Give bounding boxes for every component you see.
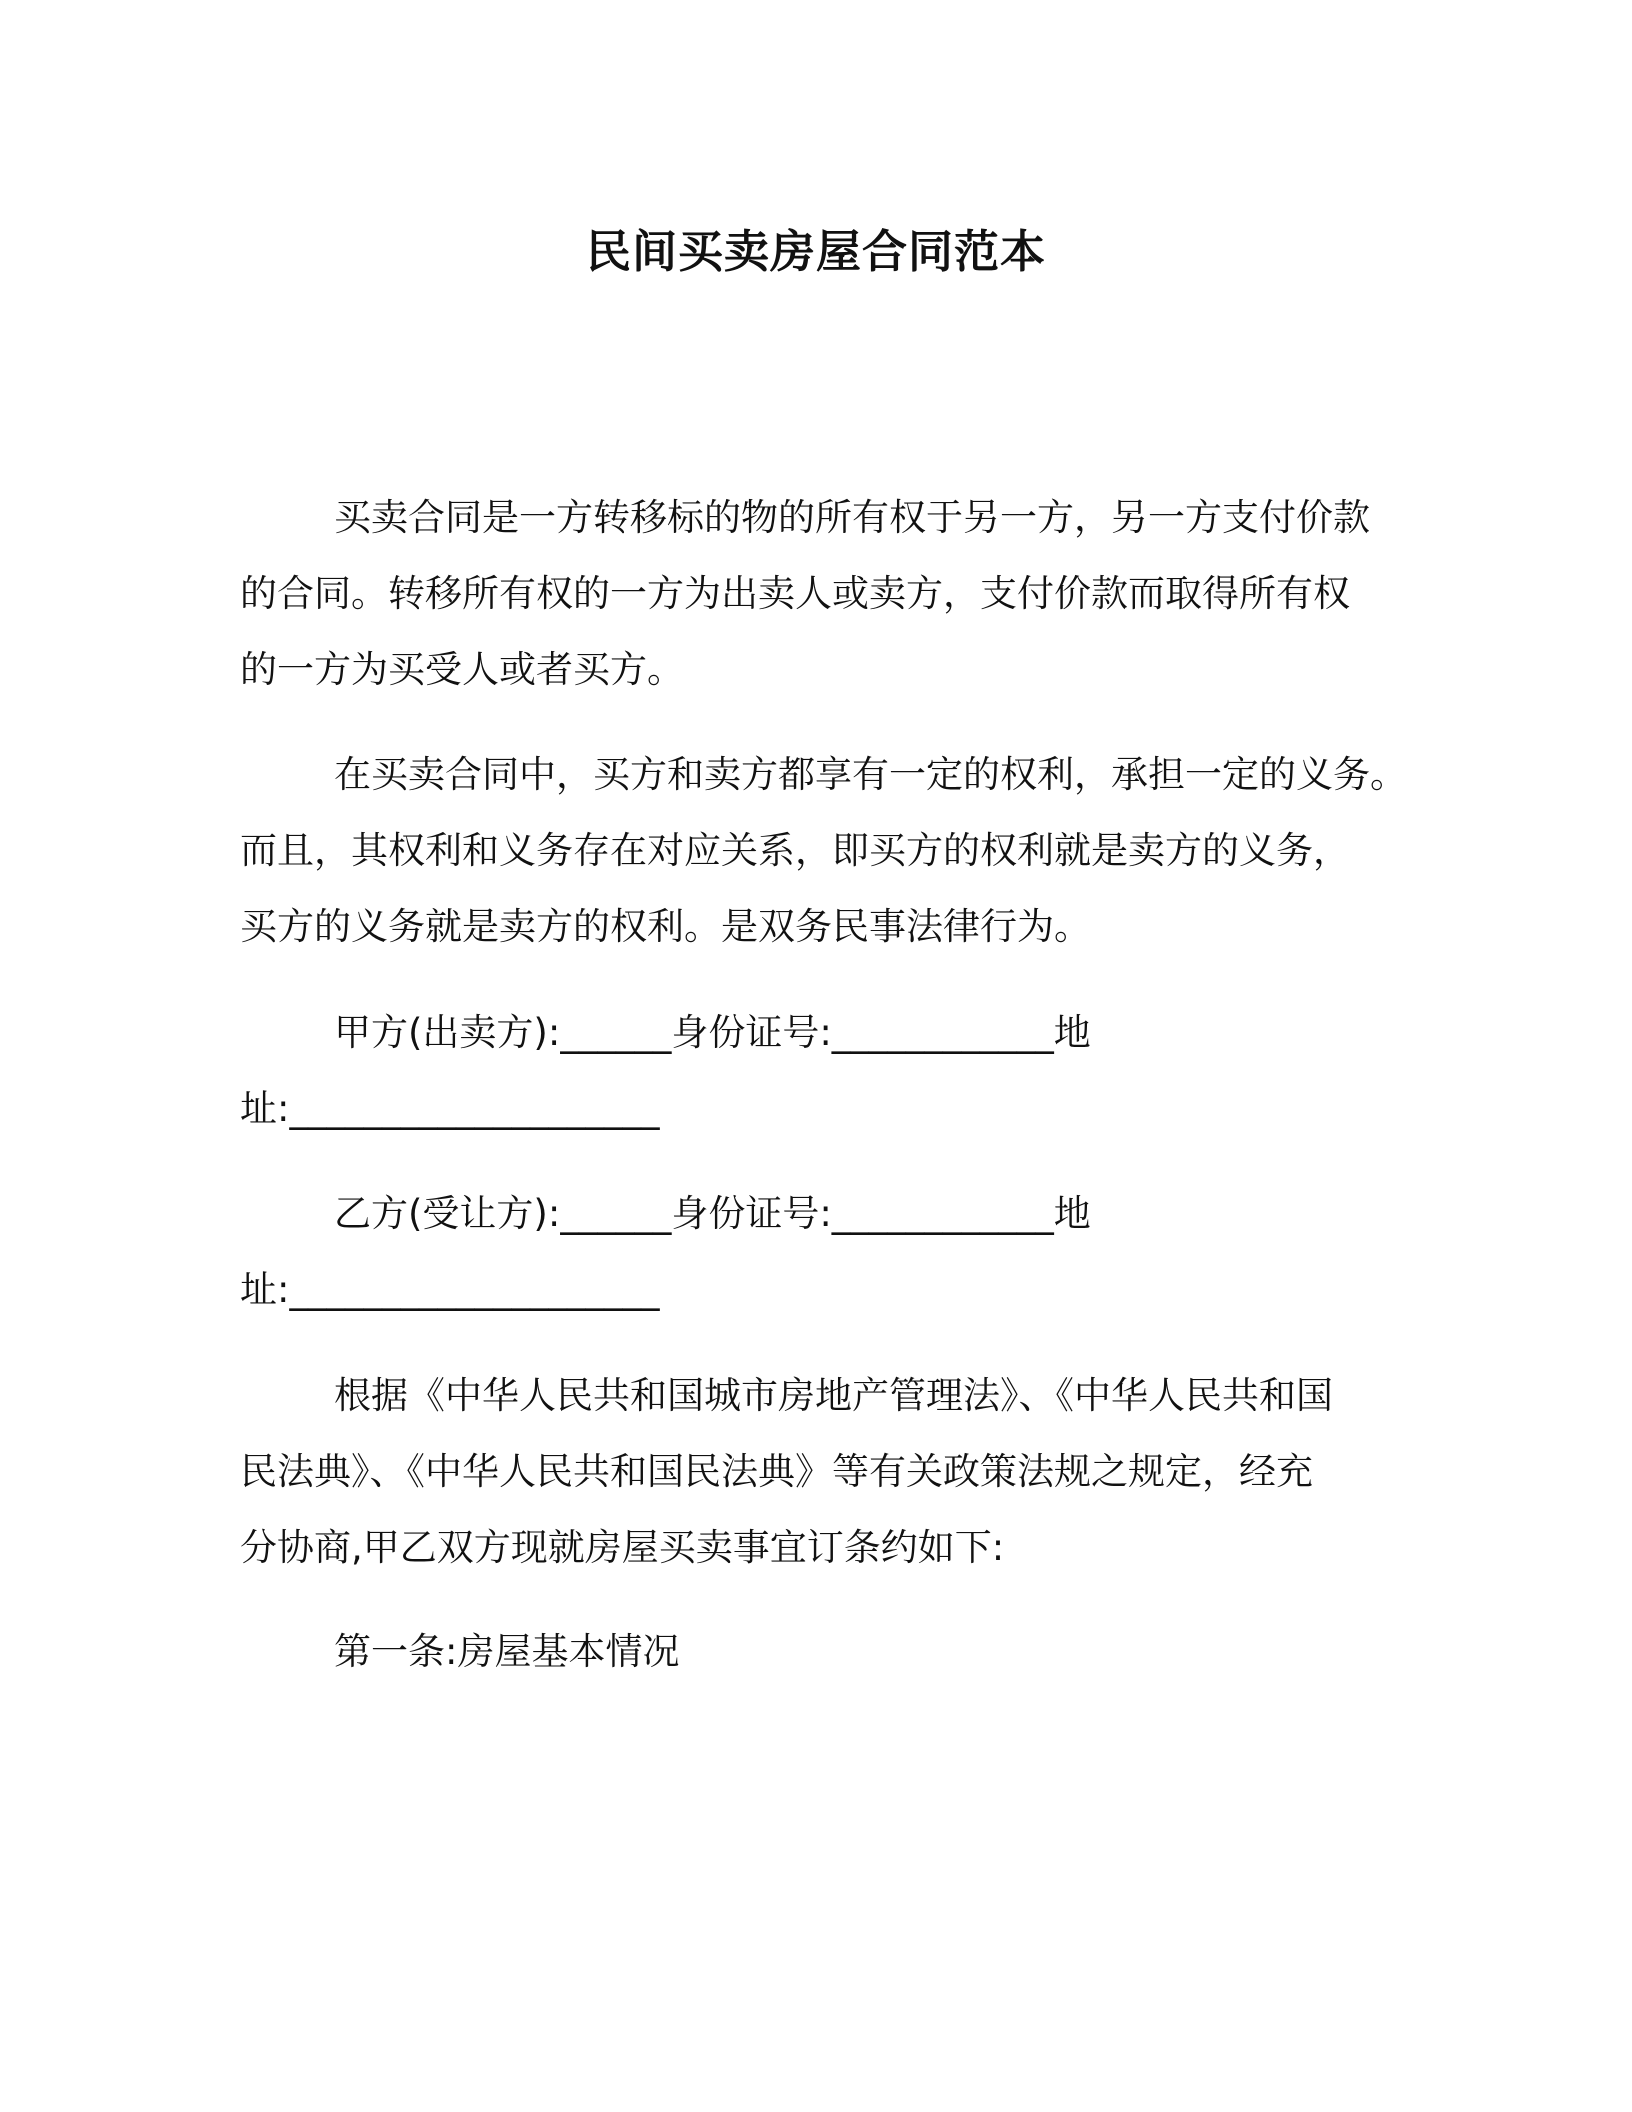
paragraph-line: 甲方(出卖方):______身份证号:____________地 [334,1011,1091,1054]
paragraph-line: 在买卖合同中，买方和卖方都享有一定的权利，承担一定的义务。 [334,753,1407,796]
paragraph-line: 买方的义务就是卖方的权利。是双务民事法律行为。 [240,905,1091,948]
article-one-heading [240,1614,1420,1690]
paragraph-line: 民法典》、《中华人民共和国民法典》等有关政策法规之规定，经充 [240,1450,1313,1493]
paragraph-line: 分协商,甲乙双方现就房屋买卖事宜订条约如下: [240,1526,1005,1569]
paragraph-line: 根据《中华人民共和国城市房地产管理法》、《中华人民共和国 [334,1374,1333,1417]
party-a-field [240,995,1420,1147]
paragraph-line: 址:____________________ [240,1268,660,1311]
rights-paragraph [240,737,1420,965]
paragraph-line: 的合同。转移所有权的一方为出卖人或卖方，支付价款而取得所有权 [240,572,1350,615]
paragraph-line: 买卖合同是一方转移标的物的所有权于另一方，另一方支付价款 [334,496,1370,539]
party-b-field [240,1176,1420,1328]
document-title: 民间买卖房屋合同范本 [585,225,1046,278]
paragraph-line: 第一条:房屋基本情况 [334,1630,680,1673]
paragraph-line: 址:____________________ [240,1087,660,1130]
legal-basis-paragraph [240,1358,1420,1586]
paragraph-line: 而且，其权利和义务存在对应关系，即买方的权利就是卖方的义务， [240,829,1350,872]
paragraph-line: 的一方为买受人或者买方。 [240,648,684,691]
paragraph-line: 乙方(受让方):______身份证号:____________地 [334,1192,1091,1235]
intro-paragraph [240,480,1420,708]
